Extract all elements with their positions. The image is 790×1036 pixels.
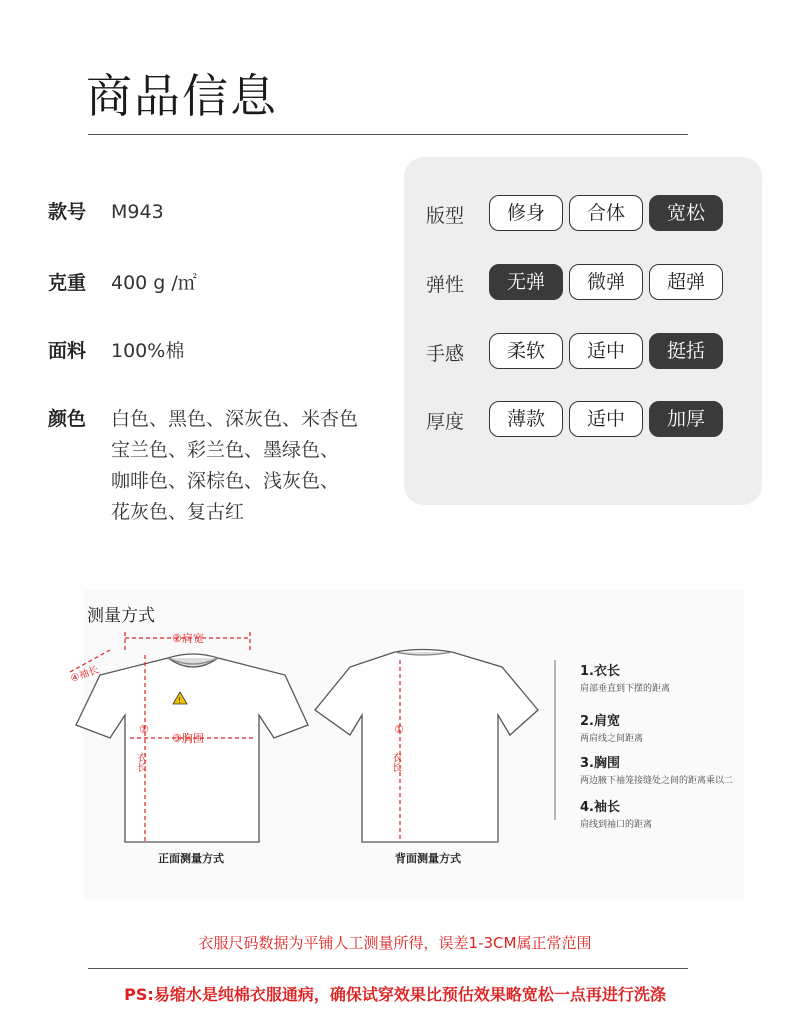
colors-line: 咖啡色、深棕色、浅灰色、 — [111, 470, 340, 492]
attr-option: 修身 — [489, 195, 563, 231]
attr-option-selected: 挺括 — [649, 333, 723, 369]
length-mark-text: 衣长 — [134, 752, 146, 772]
chest-mark-label: ③胸围 — [172, 732, 204, 745]
colors-label: 颜色 — [48, 408, 87, 430]
style-no-label: 款号 — [48, 201, 87, 223]
back-tshirt-illustration — [315, 650, 538, 843]
front-tshirt-illustration — [76, 654, 308, 842]
attr-option: 超弹 — [649, 264, 723, 300]
fabric-value: 100%棉 — [111, 340, 185, 362]
style-no-value: M943 — [111, 201, 164, 223]
measurement-footnote: 衣服尺码数据为平铺人工测量所得，误差1-3CM属正常范围 — [198, 934, 592, 952]
front-caption: 正面测量方式 — [158, 852, 224, 865]
attr-option-selected: 宽松 — [649, 195, 723, 231]
title-divider — [88, 134, 688, 135]
shoulder-mark-label: ②肩宽 — [172, 632, 204, 645]
back-caption: 背面测量方式 — [395, 852, 461, 865]
attr-label: 手感 — [426, 343, 465, 365]
note-chest — [580, 752, 733, 786]
colors-value — [111, 404, 358, 528]
note-desc: 两边腋下袖笼接缝处之间的距离乘以二 — [580, 776, 734, 786]
bottom-divider — [88, 968, 688, 969]
attr-option: 微弹 — [569, 264, 643, 300]
attr-option: 柔软 — [489, 333, 563, 369]
note-title: 1.衣长 — [580, 664, 620, 679]
note-desc: 肩线到袖口的距离 — [580, 820, 653, 830]
colors-line: 花灰色、复古红 — [111, 501, 245, 523]
measurement-title: 测量方式 — [87, 606, 155, 626]
length-mark-number: ① — [394, 723, 404, 736]
attr-option: 适中 — [569, 333, 643, 369]
colors-line: 宝兰色、彩兰色、墨绿色、 — [111, 439, 340, 461]
attr-option: 薄款 — [489, 401, 563, 437]
note-desc: 两肩线之间距离 — [580, 734, 644, 744]
attr-option: 适中 — [569, 401, 643, 437]
measurement-diagram — [50, 620, 570, 870]
weight-value: 400 g /㎡ — [111, 272, 197, 294]
attr-option-selected: 加厚 — [649, 401, 723, 437]
ps-note: PS:易缩水是纯棉衣服通病，确保试穿效果比预估效果略宽松一点再进行洗涤 — [124, 985, 666, 1004]
attribute-panel — [404, 157, 762, 505]
attr-option-selected: 无弹 — [489, 264, 563, 300]
note-title: 2.肩宽 — [580, 714, 620, 729]
note-shoulder — [580, 710, 643, 744]
attr-label: 弹性 — [426, 274, 465, 296]
attr-option: 合体 — [569, 195, 643, 231]
sleeve-mark-label: ④袖长 — [69, 664, 101, 685]
note-sleeve — [580, 796, 652, 830]
note-title: 4.袖长 — [580, 800, 620, 815]
svg-text:!: ! — [178, 696, 182, 705]
fabric-label: 面料 — [48, 340, 87, 362]
weight-label: 克重 — [48, 272, 87, 294]
note-desc: 肩部垂直到下摆的距离 — [580, 684, 671, 694]
attr-label: 厚度 — [426, 411, 465, 433]
attr-label: 版型 — [426, 205, 465, 227]
length-mark-text: 衣长 — [389, 752, 401, 772]
length-mark-number: ① — [139, 723, 149, 736]
page-title: 商品信息 — [86, 69, 278, 123]
colors-line: 白色、黑色、深灰色、米杏色 — [111, 408, 359, 430]
note-title: 3.胸围 — [580, 756, 620, 771]
note-length — [580, 660, 670, 694]
